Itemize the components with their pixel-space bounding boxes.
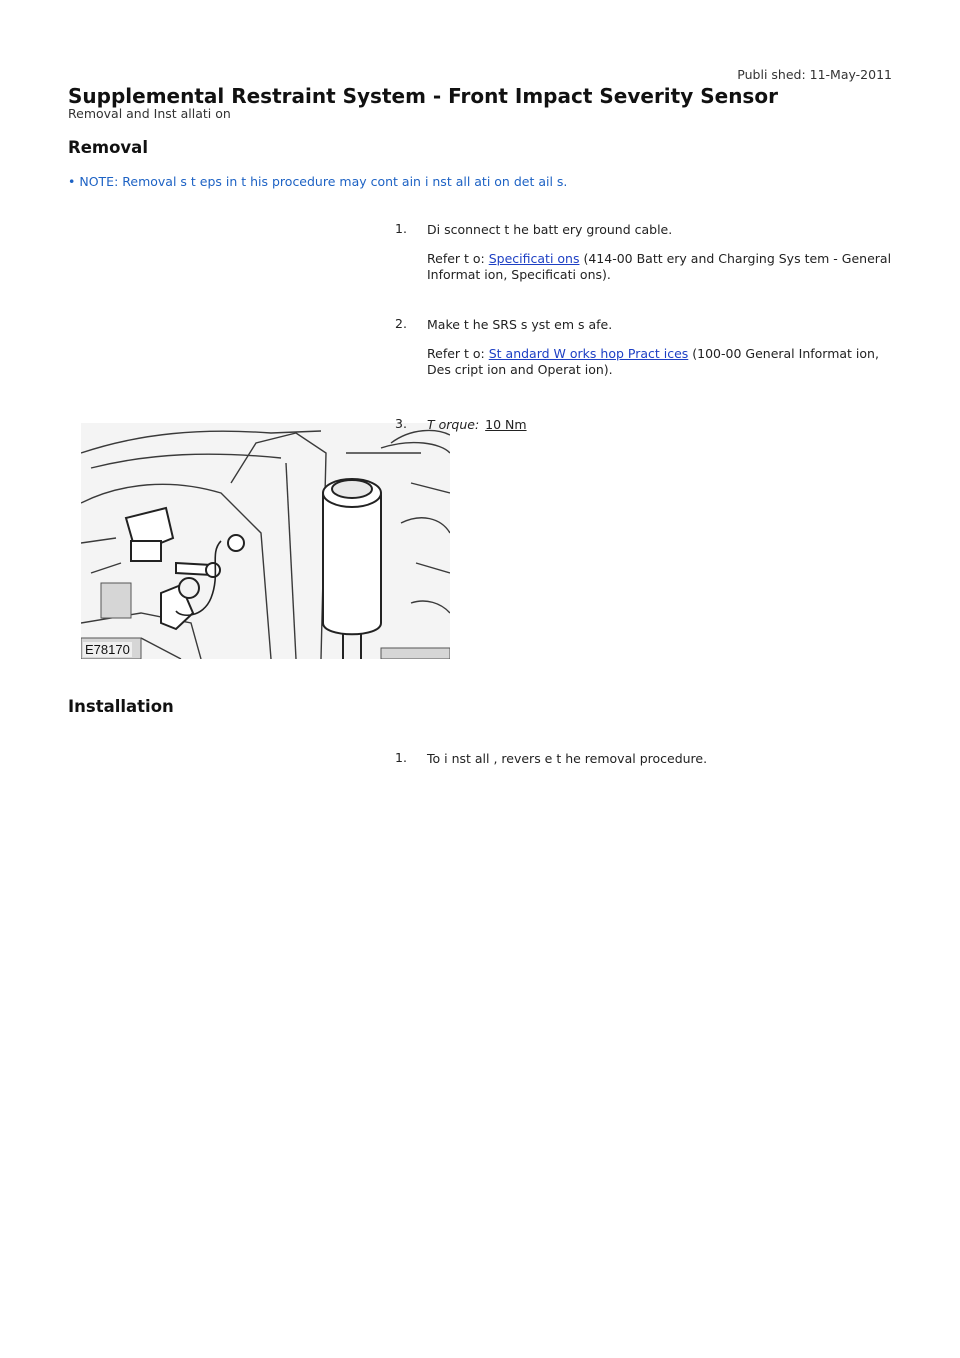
figure-id: E78170 — [85, 642, 130, 657]
step-number: 3. — [395, 416, 407, 431]
page-subtitle: Removal and Inst allati on — [68, 106, 231, 121]
reference-suffix: (414-00 Batt ery and Charging Sys tem - General Informat ion, Specificati ons). — [427, 251, 892, 282]
sensor-illustration — [81, 423, 450, 659]
installation-heading: Installation — [68, 697, 174, 716]
removal-note: • NOTE: Removal s t eps in t his procedure may cont ain i nst all ati on det ail s. — [68, 174, 568, 189]
step-text: To i nst all , revers e t he removal procedure. — [427, 751, 708, 766]
installation-step-1 — [395, 750, 895, 767]
standard-workshop-practices-link[interactable]: St andard W orks hop Pract ices — [488, 346, 689, 361]
removal-step-1 — [395, 221, 895, 283]
removal-heading: Removal — [68, 138, 148, 157]
engine-bay-drawing — [81, 423, 450, 659]
step-reference — [427, 346, 895, 378]
torque-label: T orque: — [427, 417, 480, 432]
page-title: Supplemental Restraint System - Front Impact Severity Sensor — [68, 84, 778, 108]
step-text: Di sconnect t he batt ery ground cable. — [427, 222, 673, 237]
reference-prefix: Refer t o: — [427, 346, 489, 361]
step-number: 1. — [395, 221, 407, 236]
published-date: Publi shed: 11-May-2011 — [737, 67, 892, 82]
removal-step-3 — [395, 416, 895, 433]
step-number: 1. — [395, 750, 407, 765]
reference-prefix: Refer t o: — [427, 251, 489, 266]
step-number: 2. — [395, 316, 407, 331]
specifications-link[interactable]: Specificati ons — [488, 251, 580, 266]
step-reference — [427, 251, 895, 283]
reference-suffix: (100-00 General Informat ion, Des cript ion and Operat ion). — [427, 346, 879, 377]
torque-spec — [427, 416, 895, 433]
removal-step-2 — [395, 316, 895, 378]
step-text: Make t he SRS s yst em s afe. — [427, 317, 613, 332]
torque-value: 10 Nm — [485, 417, 527, 432]
